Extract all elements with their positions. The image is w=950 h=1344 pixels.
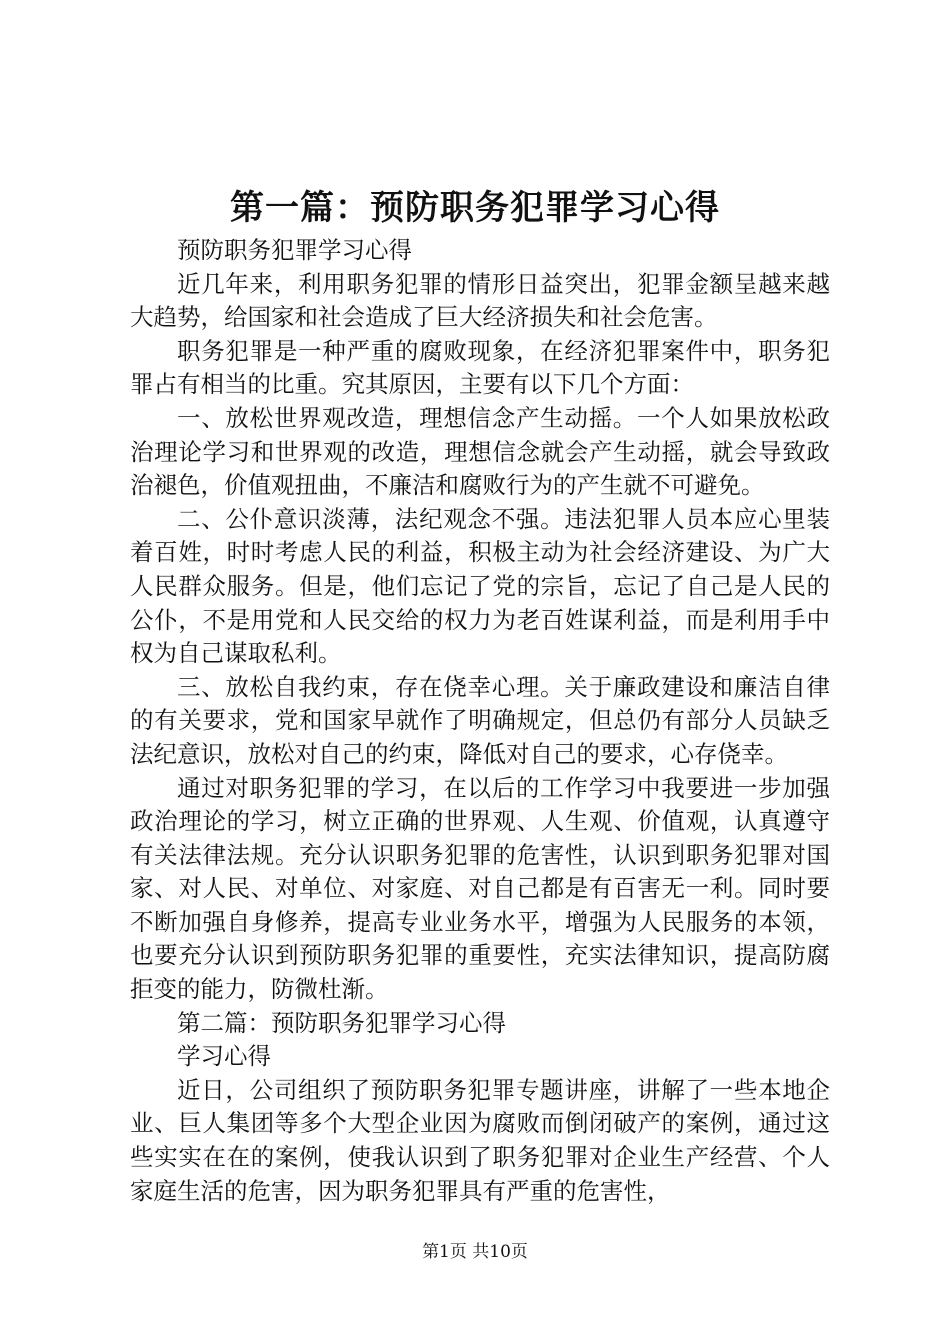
paragraph-point-three: 三、放松自我约束，存在侥幸心理。关于廉政建设和廉洁自律的有关要求，党和国家早就作了明确规定，但总仍有部分人员缺乏法纪意识，放松对自己的约束，降低对自己的要求，心存侥幸。 (130, 672, 830, 768)
paragraph-second-body: 近日，公司组织了预防职务犯罪专题讲座，讲解了一些本地企业、巨人集团等多个大型企业因为腐败而倒闭破产的案例，通过这些实实在在的案例，使我认识到了职务犯罪对企业生产经营、个人家庭生活的危害，因为职务犯罪具有严重的危害性， (130, 1075, 830, 1205)
paragraph-second-title: 第二篇：预防职务犯罪学习心得 (177, 1008, 506, 1037)
document-body (130, 234, 830, 1208)
paragraph-second-subtitle: 学习心得 (177, 1042, 271, 1071)
paragraph-point-one: 一、放松世界观改造，理想信念产生动摇。一个人如果放松政治理论学习和世界观的改造，理想信念就会产生动摇，就会导致政治褪色，价值观扭曲，不廉洁和腐败行为的产生就不可避免。 (130, 403, 830, 500)
document-title: 第一篇：预防职务犯罪学习心得 (230, 188, 720, 228)
paragraph-intro: 近几年来，利用职务犯罪的情形日益突出，犯罪金额呈越来越大趋势，给国家和社会造成了巨大经济损失和社会危害。 (130, 269, 830, 332)
paragraph-subtitle: 预防职务犯罪学习心得 (177, 236, 412, 264)
page-footer: 第1页 共10页 (422, 1242, 528, 1262)
paragraph-point-two: 二、公仆意识淡薄，法纪观念不强。违法犯罪人员本应心里装着百姓，时时考虑人民的利益，积极主动为社会经济建设、为广大人民群众服务。但是，他们忘记了党的宗旨，忘记了自己是人民的公仆，不是用党和人民交给的权力为老百姓谋利益，而是利用手中权为自己谋取私利。 (130, 504, 830, 668)
paragraph-causes: 职务犯罪是一种严重的腐败现象，在经济犯罪案件中，职务犯罪占有相当的比重。究其原因，主要有以下几个方面： (130, 336, 830, 399)
paragraph-conclusion: 通过对职务犯罪的学习，在以后的工作学习中我要进一步加强政治理论的学习，树立正确的世界观、人生观、价值观，认真遵守有关法律法规。充分认识职务犯罪的危害性，认识到职务犯罪对国家、对人民、对单位、对家庭、对自己都是有百害无一利。同时要不断加强自身修养，提高专业业务水平，增强为人民服务的本领，也要充分认识到预防职务犯罪的重要性，充实法律知识，提高防腐拒变的能力，防微杜渐。 (130, 773, 830, 1004)
